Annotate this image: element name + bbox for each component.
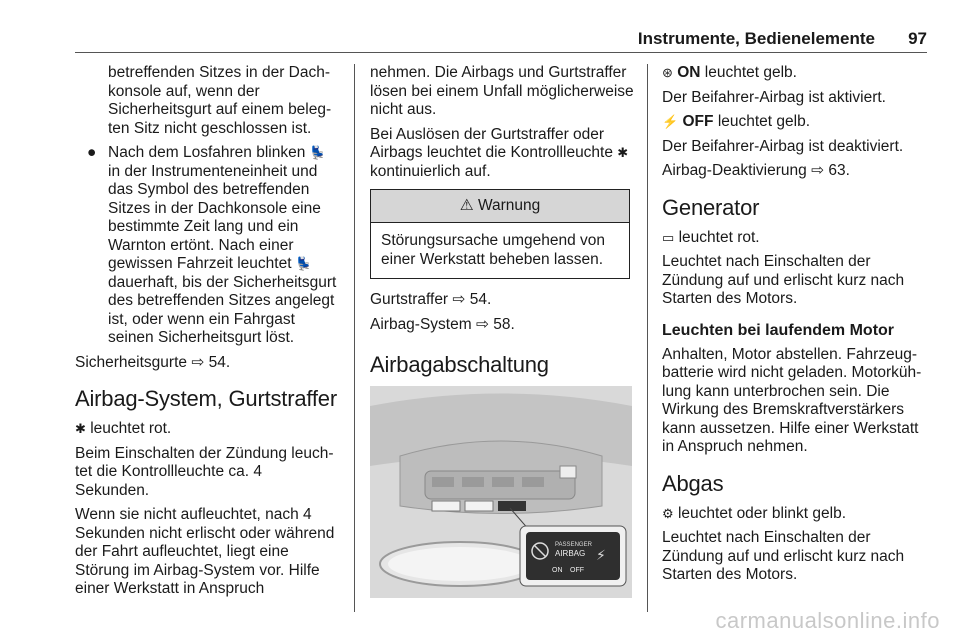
- overhead-console-photo: [370, 386, 632, 598]
- warning-body: Störungsursache umgehend von einer Werkstatt beheben lassen.: [381, 232, 606, 268]
- seatbelt-icon: 💺: [309, 145, 326, 160]
- page-header: [75, 30, 927, 53]
- warning-icon: ⚠: [459, 197, 474, 214]
- airbag-on-icon: ⊛: [662, 65, 673, 80]
- watermark: carmanualsonline.info: [715, 608, 940, 633]
- paragraph: Wenn sie nicht aufleuchtet, nach 4 Sekunden nicht erlischt oder während der Fahrt aufleuchtet, liegt eine Störung im Airbag-System vor. Hilfe einer Werkstatt in Anspruch: [75, 506, 335, 597]
- paragraph: Beim Einschalten der Zündung leuchtet die Kontrollleuchte ca. 4 Sekunden.: [75, 444, 334, 499]
- paragraph: ▭ leuchtet rot.: [662, 228, 760, 246]
- panel-passenger-label: PASSENGER: [555, 542, 592, 548]
- paragraph: Leuchtet nach Einschalten der Zündung auf und erlischt kurz nach Starten des Motors.: [662, 253, 905, 307]
- cross-reference[interactable]: Gurtstraffer ⇨ 54.: [370, 291, 492, 308]
- paragraph: betreffenden Sitzes in der Dachkonsole auf, wenn der Sicherheitsgurt auf einem belegten Sitz nicht geschlossen ist.: [108, 64, 332, 137]
- paragraph: Anhalten, Motor abstellen. Fahrzeugbatterie wird nicht geladen. Motorkühlung kann unterbrochen sein. Die Wirkung des Bremskraftverstärkers kann aussetzen. Hilfe einer Werkstatt in Anspruch nehmen.: [662, 345, 922, 455]
- cross-reference[interactable]: Airbag-System ⇨ 58.: [370, 315, 515, 333]
- column-3: [662, 64, 927, 591]
- overhead-console-illustration: [370, 386, 632, 598]
- airbag-off-icon: ⚡: [662, 114, 679, 129]
- column-2: [370, 64, 635, 598]
- paragraph: ✱ leuchtet rot.: [75, 420, 172, 437]
- bullet-dot: ●: [87, 144, 97, 161]
- paragraph: Der Beifahrer-Airbag ist deaktiviert.: [662, 137, 904, 155]
- paragraph: nehmen. Die Airbags und Gurtstraffer lösen bei einem Unfall möglicherweise nicht aus.: [370, 64, 634, 118]
- heading-airbag-deactivation: Airbagabschaltung: [370, 352, 549, 377]
- column-divider: [354, 64, 355, 612]
- seatbelt-icon: 💺: [295, 256, 313, 271]
- cross-reference[interactable]: Sicherheitsgurte ⇨ 54.: [75, 353, 231, 371]
- page-ref-icon: ⇨: [191, 353, 205, 371]
- panel-on-label: ON: [552, 567, 563, 574]
- warning-box: [370, 189, 630, 279]
- page-ref-icon: ⇨: [811, 162, 825, 179]
- page-ref-icon: ⇨: [452, 291, 466, 308]
- page-number: 97: [908, 29, 927, 48]
- heading-generator: Generator: [662, 194, 760, 220]
- airbag-icon: ✱: [75, 421, 86, 436]
- bullet-item: ● Nach dem Losfahren blinken 💺 in der Instrumenteneinheit und das Symbol des betreffenden Sitzes in der Dachkonsole eine bestimmte Zeit lang und ein Warnton ertönt. Nach einer gewissen Fahrzeit leuchtet 💺 dauerhaft, bis der Sicherheitsgurt des betreffenden Sitzes angelegt ist, oder wenn ein Fahrgast seinen Sicherheitsgurt löst.: [87, 144, 337, 346]
- paragraph: ⚙ leuchtet oder blinkt gelb.: [662, 504, 846, 522]
- battery-icon: ▭: [662, 229, 675, 245]
- column-divider: [647, 64, 648, 612]
- paragraph: ⚡ OFF leuchtet gelb.: [662, 113, 811, 130]
- column-1: [75, 64, 340, 605]
- panel-off-label: OFF: [570, 567, 584, 574]
- warning-title: ⚠ Warnung: [371, 190, 629, 223]
- page-ref-icon: ⇨: [475, 315, 489, 333]
- engine-check-icon: ⚙: [662, 505, 674, 521]
- panel-airbag-label: AIRBAG: [555, 549, 586, 558]
- paragraph: ⊛ ON leuchtet gelb.: [662, 64, 797, 81]
- paragraph: Der Beifahrer-Airbag ist aktiviert.: [662, 88, 886, 106]
- heading-running-engine: Leuchten bei laufendem Motor: [662, 321, 895, 339]
- heading-exhaust: Abgas: [662, 470, 724, 496]
- airbag-off-icon: ⚡: [596, 548, 606, 564]
- paragraph: Leuchtet nach Einschalten der Zündung auf und erlischt kurz nach Starten des Motors.: [662, 529, 905, 583]
- airbag-icon: ✱: [617, 145, 629, 160]
- heading-airbag-system: Airbag-System, Gurtstraffer: [75, 386, 337, 411]
- cross-reference[interactable]: Airbag-Deaktivierung ⇨ 63.: [662, 162, 850, 179]
- section-title: Instrumente, Bedienelemente: [637, 29, 875, 48]
- paragraph: Bei Auslösen der Gurtstraffer oder Airbags leuchtet die Kontrollleuchte ✱ kontinuierlich auf.: [370, 125, 629, 180]
